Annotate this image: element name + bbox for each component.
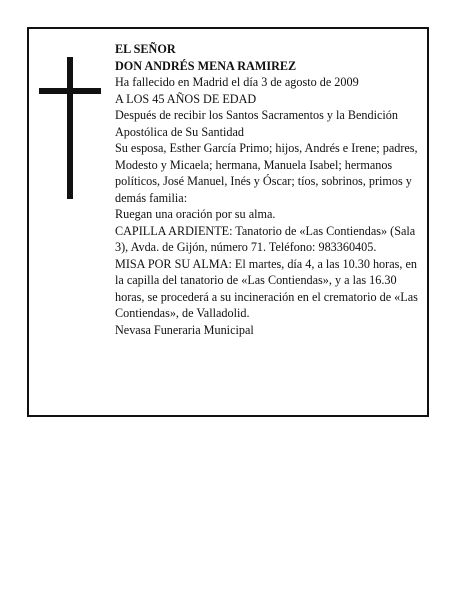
cross-horizontal-bar [39,88,101,94]
cross-vertical-bar [67,57,73,199]
funeral-home: Nevasa Funeraria Municipal [115,322,254,337]
notice-title-line: EL SEÑOR [115,42,176,56]
deceased-name: DON ANDRÉS MENA RAMIREZ [115,58,297,73]
sacraments-paragraph: Después de recibir los Santos Sacramentos y la Bendición Apostólica de Su Santidad [115,108,398,139]
age-statement: A LOS 45 AÑOS DE EDAD [115,91,257,106]
prayer-request: Ruegan una oración por su alma. [115,207,276,221]
chapel-paragraph: CAPILLA ARDIENTE: Tanatorio de «Las Contiendas» (Sala 3), Avda. de Gijón, número 71. Teléfono: 983360405. [115,223,416,254]
obituary-notice-frame [27,27,429,417]
notice-text [115,41,423,338]
family-paragraph: Su esposa, Esther García Primo; hijos, Andrés e Irene; padres, Modesto y Micaela; hermana, Manuela Isabel; hermanos políticos, José Manuel, Inés y Óscar; tíos, sobrinos, primos y demás familia: [115,141,418,205]
mass-paragraph: MISA POR SU ALMA: El martes, día 4, a las 10.30 horas, en la capilla del tanatorio de «Las Contiendas», y a las 16.30 horas, se procederá a su incineración en el crematorio de «Las Contiendas», de Valladolid. [115,256,418,320]
death-statement: Ha fallecido en Madrid el día 3 de agosto de 2009 [115,75,359,89]
cross-icon [39,57,101,199]
